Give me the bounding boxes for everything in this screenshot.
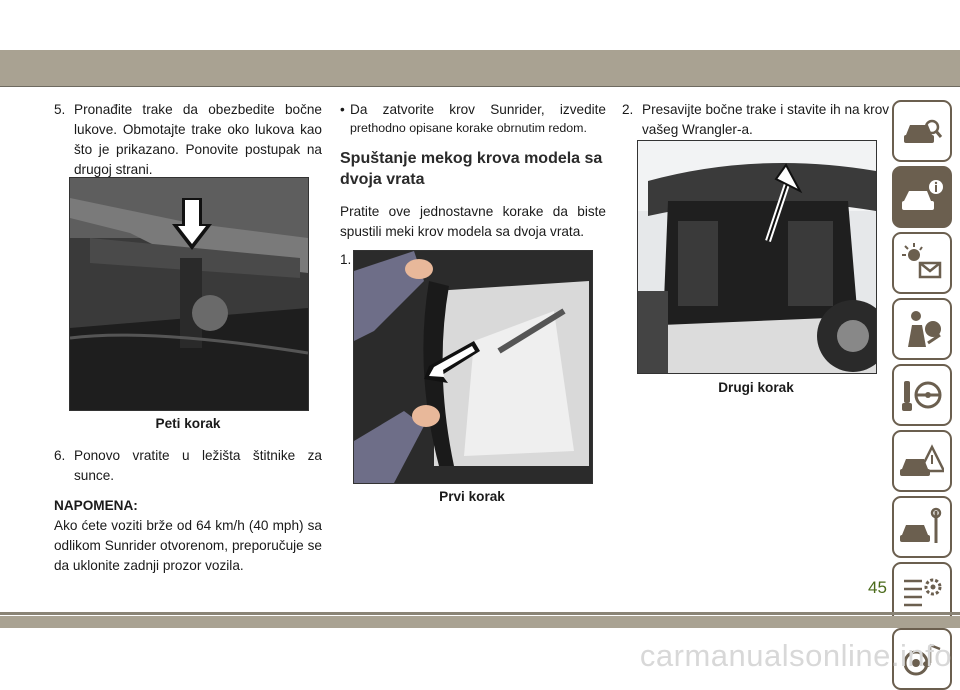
car-info-icon [900, 175, 944, 219]
tab-starting[interactable] [892, 364, 952, 426]
footer-rule [0, 612, 960, 615]
figure-caption: Peti korak [155, 416, 221, 431]
specs-gear-icon [900, 571, 944, 615]
column-right [622, 100, 890, 140]
bullet-mark: • [340, 102, 345, 117]
section-intro: Pratite ove jednostavne korake da biste spustili meki krov modela sa dvoja vrata. [340, 204, 606, 239]
car-service-tools-icon [900, 505, 944, 549]
step-number: 1. [340, 252, 352, 267]
step-5 [54, 100, 322, 180]
step-text: Ponovo vratite u ležišta štitnike za sunce. [74, 448, 322, 483]
bullet-text-line2: prethodno opisane korake obrnutim redom. [350, 121, 587, 135]
step-number: 6. [54, 448, 66, 463]
figure-peti-korak [69, 177, 309, 411]
note-text: Ako ćete voziti brže od 64 km/h (40 mph) sa odlikom Sunrider otvorenom, preporučuje se da uklonite zadnji prozor vozila. [54, 518, 322, 573]
column-middle [340, 100, 606, 270]
strap-photo [70, 178, 308, 410]
roof-fold-photo [638, 141, 876, 373]
tab-servicing[interactable] [892, 496, 952, 558]
figure-caption: Drugi korak [718, 380, 794, 395]
steering-key-icon [900, 373, 944, 417]
bullet-text-line1: Da zatvorite krov Sunrider, izvedite [350, 102, 606, 117]
step-number: 5. [54, 102, 66, 117]
step-6 [54, 446, 322, 486]
tab-car-search[interactable] [892, 100, 952, 162]
figure-prvi-korak [353, 250, 593, 484]
header-band [0, 50, 960, 86]
column-left [54, 100, 322, 180]
step-number: 2. [622, 102, 634, 117]
warning-light-message-icon [900, 241, 944, 285]
tab-warning-lights[interactable] [892, 232, 952, 294]
column-left-lower [54, 446, 322, 576]
page-number: 45 [868, 578, 887, 597]
step-text: Presavijte bočne trake i stavite ih na krov vašeg Wrangler-a. [642, 102, 890, 137]
tab-safety[interactable] [892, 298, 952, 360]
airbag-passenger-icon [900, 307, 944, 351]
tab-car-info[interactable] [892, 166, 952, 228]
header-rule [0, 86, 960, 87]
watermark: carmanualsonline.info [639, 638, 952, 673]
figure-drugi-korak [637, 140, 877, 374]
figure-caption: Prvi korak [439, 489, 505, 504]
tab-emergency[interactable] [892, 430, 952, 492]
footer-band [0, 616, 960, 628]
step-2 [622, 100, 890, 140]
car-warning-triangle-icon [900, 439, 944, 483]
section-heading: Spuštanje mekog krova modela sa dvoja vrata [340, 150, 603, 188]
car-search-icon [900, 109, 944, 153]
bullet-item [340, 100, 606, 138]
step-text: Pronađite trake da obezbedite bočne lukove. Obmotajte trake oko lukova kao što je prikazano. Ponovite postupak na drugoj strani. [74, 102, 322, 177]
window-removal-photo [354, 251, 592, 483]
note-title: NAPOMENA: [54, 498, 138, 513]
